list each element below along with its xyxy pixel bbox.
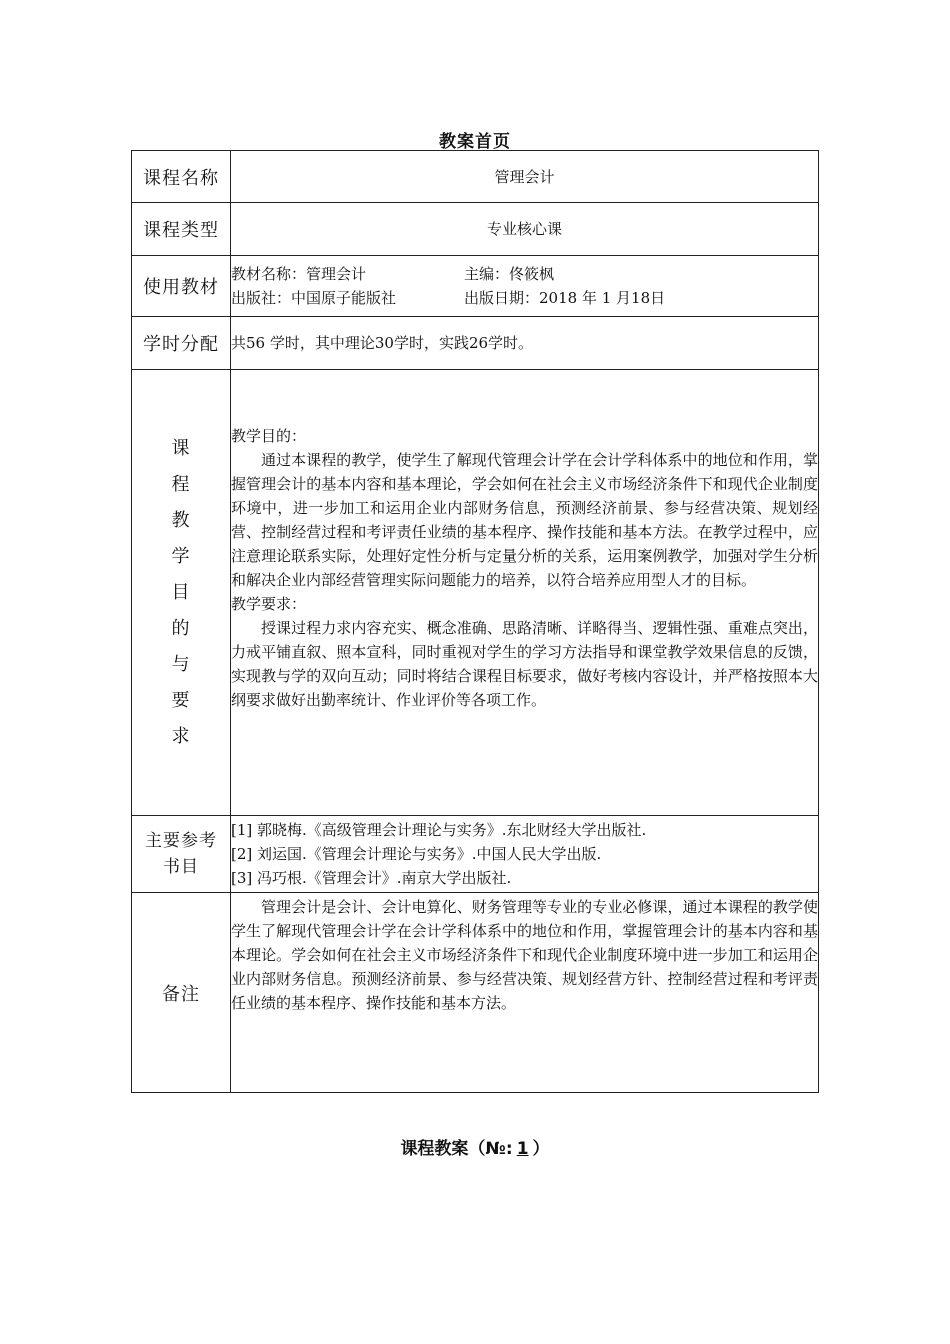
page-title: 教案首页 <box>439 132 511 152</box>
course-type-label: 课程类型 <box>132 203 231 256</box>
goal-heading: 教学目的： <box>231 427 307 445</box>
hours-row <box>132 317 819 370</box>
goals-label-char: 学 <box>171 545 191 567</box>
lesson-number-prefix: 课程教案（№: <box>400 1139 513 1159</box>
reference-item: [3] 冯巧根.《管理会计》.南京大学出版社. <box>231 869 512 887</box>
textbook-name: 教材名称：管理会计 <box>231 265 367 283</box>
goals-vertical-label <box>132 431 230 755</box>
goals-label-char: 教 <box>171 509 191 531</box>
textbook-row <box>132 256 819 317</box>
goal-text: 通过本课程的教学，使学生了解现代管理会计学在会计学科体系中的地位和作用，掌握管理会计的基本内容和基本理论，学会如何在社会主义市场经济条件下和现代企业制度环境中，进一步加工和运用企业内部财务信息，预测经济前景、参与经营决策、规划经营、控制经营过程和考评责任业绩的基本程序、操作技能和基本方法。在教学过程中，应注意理论联系实际，处理好定性分析与定量分析的关系，运用案例教学，加强对学生分析和解决企业内部经营管理实际问题能力的培养，以符合培养应用型人才的目标。 <box>231 451 818 589</box>
references-label <box>132 816 231 893</box>
references-label-line2: 书目 <box>163 857 199 877</box>
references-list <box>231 816 819 893</box>
goals-label-char: 课 <box>171 437 191 459</box>
remarks-content <box>231 893 819 1093</box>
textbook-editor: 主编：佟筱枫 <box>464 265 555 283</box>
lesson-number-title <box>0 1134 950 1159</box>
lesson-number: 1 <box>516 1139 529 1159</box>
course-type-value: 专业核心课 <box>231 203 819 256</box>
references-label-line1: 主要参考 <box>145 831 217 851</box>
references-row <box>132 816 819 893</box>
textbook-date: 出版日期：2018 年 1 月18日 <box>464 289 666 307</box>
requirement-text: 授课过程力求内容充实、概念准确、思路清晰、详略得当、逻辑性强、重难点突出，力戒平铺直叙、照本宣科，同时重视对学生的学习方法指导和课堂教学效果信息的反馈，实现教与学的双向互动；同时将结合课程目标要求，做好考核内容设计，并严格按照本大纲要求做好出勤率统计、作业评价等各项工作。 <box>231 619 818 709</box>
reference-item: [2] 刘运国.《管理会计理论与实务》.中国人民大学出版. <box>231 845 602 863</box>
goals-label-char: 与 <box>171 653 191 675</box>
course-name-row <box>132 151 819 203</box>
goals-label <box>132 370 231 816</box>
hours-label: 学时分配 <box>132 317 231 370</box>
remarks-label: 备注 <box>132 893 231 1093</box>
hours-value: 共56 学时，其中理论30学时，实践26学时。 <box>231 317 819 370</box>
goals-label-char: 目 <box>171 581 191 603</box>
textbook-info <box>231 256 819 317</box>
textbook-publisher: 出版社：中国原子能版社 <box>231 289 397 307</box>
remarks-row <box>132 893 819 1093</box>
reference-item: [1] 郭晓梅.《高级管理会计理论与实务》.东北财经大学出版社. <box>231 821 647 839</box>
goals-content <box>231 370 819 816</box>
textbook-label: 使用教材 <box>132 256 231 317</box>
course-name-label: 课程名称 <box>132 151 231 203</box>
remarks-text: 管理会计是会计、会计电算化、财务管理等专业的专业必修课，通过本课程的教学使学生了解现代管理会计学在会计学科体系中的地位和作用，掌握管理会计的基本内容和基本理论。学会如何在社会主义市场经济条件下和现代企业制度环境中进一步加工和运用企业内部财务信息。预测经济前景、参与经营决策、规划经营方针、控制经营过程和考评责任业绩的基本程序、操作技能和基本方法。 <box>231 898 818 1012</box>
goals-label-char: 求 <box>171 725 191 747</box>
lesson-plan-table <box>131 150 819 1093</box>
goals-label-char: 程 <box>171 473 191 495</box>
goals-label-char: 的 <box>171 617 191 639</box>
goals-label-char: 要 <box>171 689 191 711</box>
course-type-row <box>132 203 819 256</box>
requirement-heading: 教学要求： <box>231 595 307 613</box>
lesson-number-suffix: ） <box>532 1139 550 1159</box>
goals-row <box>132 370 819 816</box>
course-name-value: 管理会计 <box>231 151 819 203</box>
